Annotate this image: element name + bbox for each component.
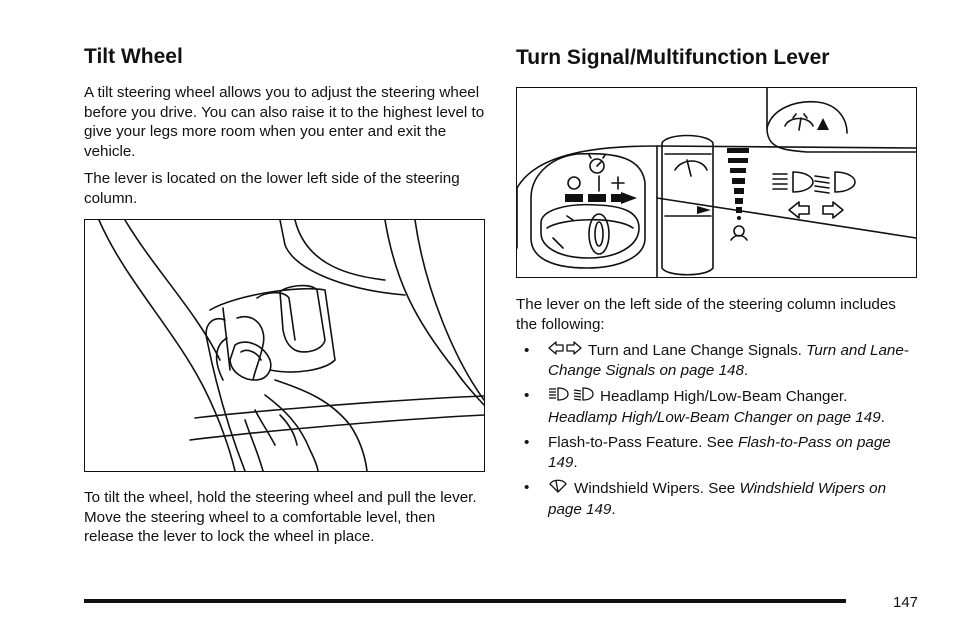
- item-text: Headlamp High/Low-Beam Changer.: [600, 388, 848, 405]
- footer-rule: [84, 599, 846, 603]
- page-reference-link[interactable]: Turn and Lane-Change Signals on page 148: [548, 342, 909, 379]
- item-text: Flash-to-Pass Feature. See: [548, 434, 738, 452]
- page-reference-link[interactable]: Flash-to-Pass on page 149: [548, 434, 891, 471]
- item-text: Turn and Lane Change Signals.: [588, 342, 807, 359]
- tilt-wheel-para-1: A tilt steering wheel allows you to adjust the steering wheel before you drive. You can also raise it to the highest level to give your legs more room when you enter and exit the vehicle.: [84, 84, 485, 160]
- tilt-lever-illustration: [84, 219, 485, 472]
- page-reference-link[interactable]: Headlamp High/Low-Beam Changer on page 149: [548, 408, 881, 426]
- tilt-wheel-heading: Tilt Wheel: [84, 45, 183, 68]
- item-text: Windshield Wipers. See: [574, 480, 740, 497]
- list-item: • Headlamp High/Low-Beam Changer. Headlamp High/Low-Beam Changer on page 149.: [524, 387, 885, 426]
- page-reference-link[interactable]: Windshield Wipers on page 149: [548, 480, 887, 518]
- list-item: • Windshield Wipers. See Windshield Wipers on page 149.: [524, 479, 887, 518]
- headlamp-beam-icon: [548, 386, 594, 408]
- bullet: •: [524, 342, 530, 359]
- bullet: •: [524, 387, 530, 405]
- page-number: 147: [893, 594, 919, 611]
- multifunction-lever-heading: Turn Signal/Multifunction Lever: [516, 46, 830, 69]
- turn-signal-arrows-icon: [548, 341, 582, 361]
- bullet: •: [524, 479, 530, 497]
- multifunction-lever-illustration: [516, 87, 917, 278]
- list-item: • Turn and Lane Change Signals. Turn and Lane-Change Signals on page 148.: [524, 342, 909, 379]
- tilt-wheel-para-3: To tilt the wheel, hold the steering wheel and pull the lever. Move the steering wheel to a comfortable level, then release the lever to lock the wheel in place.: [84, 489, 477, 545]
- tilt-wheel-para-2: The lever is located on the lower left side of the steering column.: [84, 170, 460, 207]
- list-item: • Flash-to-Pass Feature. See Flash-to-Pass on page 149.: [524, 434, 891, 471]
- lever-features-list: [516, 341, 918, 525]
- wiper-icon: [548, 478, 568, 500]
- bullet: •: [524, 434, 530, 452]
- lever-intro: The lever on the left side of the steering column includes the following:: [516, 296, 896, 333]
